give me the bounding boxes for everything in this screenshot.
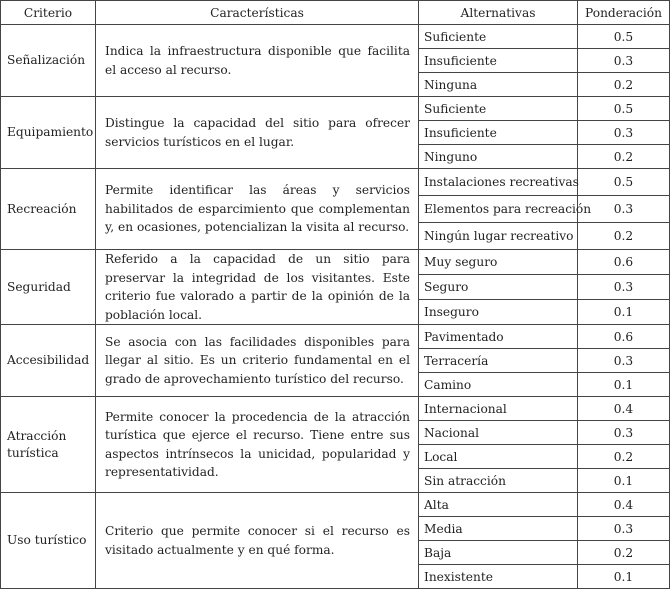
alternativa-cell: Instalaciones recreativas xyxy=(419,169,578,196)
header-caracteristicas: Características xyxy=(96,1,419,25)
ponderacion-cell: 0.2 xyxy=(578,223,670,250)
ponderacion-cell: 0.3 xyxy=(578,517,670,541)
ponderacion-cell: 0.3 xyxy=(578,49,670,73)
ponderacion-cell: 0.3 xyxy=(578,196,670,223)
ponderacion-cell: 0.2 xyxy=(578,541,670,565)
criterio-cell: Atracción turística xyxy=(1,397,96,493)
alternativa-cell: Suficiente xyxy=(419,25,578,49)
alternativa-cell: Alta xyxy=(419,493,578,517)
descripcion-cell: Permite conocer la procedencia de la atracción turística que ejerce el recurso. Tiene entre sus aspectos intrínsecos la unicidad, popularidad y representatividad. xyxy=(96,397,419,493)
criterio-cell: Señalización xyxy=(1,25,96,97)
ponderacion-cell: 0.5 xyxy=(578,97,670,121)
alternativa-cell: Muy seguro xyxy=(419,250,578,275)
alternativa-cell: Pavimentado xyxy=(419,325,578,349)
ponderacion-cell: 0.3 xyxy=(578,275,670,300)
alternativa-cell: Insuficiente xyxy=(419,49,578,73)
descripcion-cell: Referido a la capacidad de un sitio para preservar la integridad de los visitantes. Este criterio fue valorado a partir de la opinión de la población local. xyxy=(96,250,419,325)
alternativa-cell: Internacional xyxy=(419,397,578,421)
criterio-cell: Equipamiento xyxy=(1,97,96,169)
alternativa-cell: Nacional xyxy=(419,421,578,445)
alternativa-cell: Ningún lugar recreativo xyxy=(419,223,578,250)
alternativa-cell: Camino xyxy=(419,373,578,397)
descripcion-cell: Se asocia con las facilidades disponibles para llegar al sitio. Es un criterio fundamental en el grado de aprovechamiento turístico del recurso. xyxy=(96,325,419,397)
ponderacion-cell: 0.1 xyxy=(578,469,670,493)
ponderacion-cell: 0.1 xyxy=(578,373,670,397)
ponderacion-cell: 0.4 xyxy=(578,397,670,421)
alternativa-cell: Elementos para recreación xyxy=(419,196,578,223)
header-row xyxy=(1,1,670,25)
ponderacion-cell: 0.2 xyxy=(578,445,670,469)
header-alternativas: Alternativas xyxy=(419,1,578,25)
ponderacion-cell: 0.3 xyxy=(578,349,670,373)
criterio-cell: Recreación xyxy=(1,169,96,250)
alternativa-cell: Inexistente xyxy=(419,565,578,589)
alternativa-cell: Inseguro xyxy=(419,300,578,325)
ponderacion-cell: 0.5 xyxy=(578,169,670,196)
table-row xyxy=(1,325,670,349)
header-ponderacion: Ponderación xyxy=(578,1,670,25)
header-criterio: Criterio xyxy=(1,1,96,25)
alternativa-cell: Media xyxy=(419,517,578,541)
table-row xyxy=(1,97,670,121)
ponderacion-cell: 0.1 xyxy=(578,565,670,589)
ponderacion-cell: 0.4 xyxy=(578,493,670,517)
table-row xyxy=(1,169,670,196)
ponderacion-cell: 0.5 xyxy=(578,25,670,49)
criterio-cell: Accesibilidad xyxy=(1,325,96,397)
ponderacion-cell: 0.6 xyxy=(578,250,670,275)
alternativa-cell: Seguro xyxy=(419,275,578,300)
table-row xyxy=(1,397,670,421)
alternativa-cell: Sin atracción xyxy=(419,469,578,493)
ponderacion-cell: 0.1 xyxy=(578,300,670,325)
ponderacion-cell: 0.3 xyxy=(578,121,670,145)
alternativa-cell: Terracería xyxy=(419,349,578,373)
alternativa-cell: Ninguno xyxy=(419,145,578,169)
alternativa-cell: Insuficiente xyxy=(419,121,578,145)
criterio-cell: Seguridad xyxy=(1,250,96,325)
ponderacion-cell: 0.6 xyxy=(578,325,670,349)
alternativa-cell: Local xyxy=(419,445,578,469)
descripcion-cell: Indica la infraestructura disponible que facilita el acceso al recurso. xyxy=(96,25,419,97)
ponderacion-cell: 0.2 xyxy=(578,73,670,97)
table-row xyxy=(1,493,670,517)
ponderacion-cell: 0.3 xyxy=(578,421,670,445)
table-row xyxy=(1,250,670,275)
descripcion-cell: Criterio que permite conocer si el recurso es visitado actualmente y en qué forma. xyxy=(96,493,419,589)
ponderacion-cell: 0.2 xyxy=(578,145,670,169)
descripcion-cell: Permite identificar las áreas y servicios habilitados de esparcimiento que complementan y, en ocasiones, potencializan la visita al recurso. xyxy=(96,169,419,250)
alternativa-cell: Suficiente xyxy=(419,97,578,121)
criterio-cell: Uso turístico xyxy=(1,493,96,589)
alternativa-cell: Baja xyxy=(419,541,578,565)
descripcion-cell: Distingue la capacidad del sitio para ofrecer servicios turísticos en el lugar. xyxy=(96,97,419,169)
table-row xyxy=(1,25,670,49)
alternativa-cell: Ninguna xyxy=(419,73,578,97)
